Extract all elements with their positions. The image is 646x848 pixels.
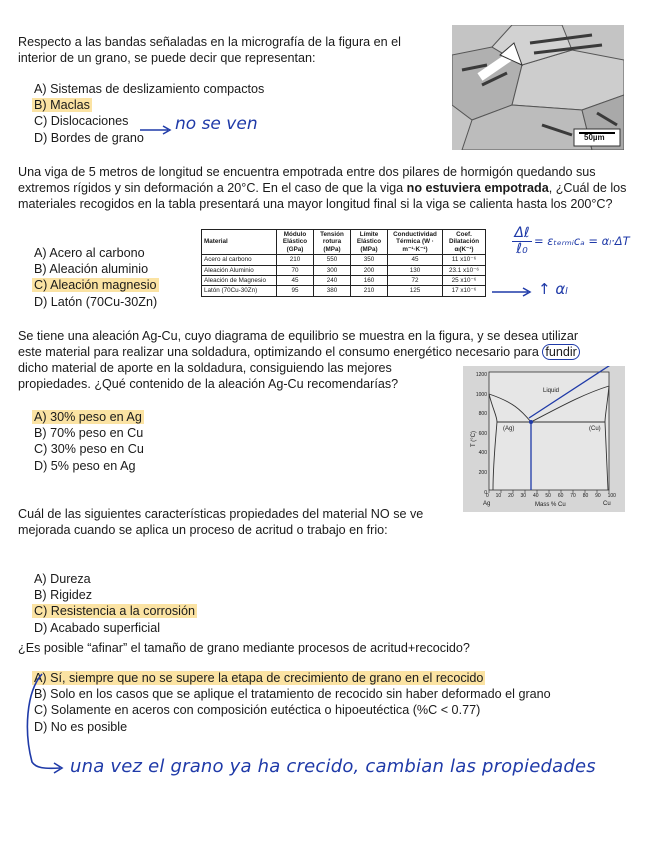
table-cell: 130 [388,265,443,275]
properties-table [201,229,486,297]
table-header-cell: Módulo Elástico (GPa) [277,230,314,255]
q2-option-b[interactable]: B) Aleación aluminio [34,262,149,277]
q2-formula-rest: = εₜₑᵣₘᵢcₐ = αₗ·ΔT [534,234,630,248]
q4-option-c-label: C) Resistencia a la corrosión [34,604,195,619]
table-cell: 550 [314,255,351,265]
table-cell: 200 [351,265,388,275]
xtick-label: 10 [495,493,502,499]
phase-diagram-liquid-label: Liquid [543,388,560,394]
q4-option-d[interactable]: D) Acabado superficial [34,620,161,635]
q2-formula-denominator: ℓ₀ [512,241,532,257]
table-cell: 210 [351,286,388,296]
q3-option-a[interactable] [34,409,144,425]
xtick-label: 60 [557,493,564,499]
xtick-label: 40 [532,493,539,499]
xtick-label: 20 [508,493,514,499]
q4-option-a[interactable]: A) Dureza [34,572,91,586]
q2-options [34,245,159,310]
q3-option-b[interactable]: B) 70% peso en Cu [34,426,144,441]
table-cell: 210 [277,255,314,265]
q1-option-d[interactable]: D) Bordes de grano [34,130,144,145]
table-header-cell: Tensión rotura (MPa) [314,230,351,255]
table-cell: 95 [277,286,314,296]
ytick-label: 0 [484,489,487,496]
xtick-label: 90 [595,493,601,499]
table-row [202,265,486,275]
xtick-label: 80 [582,493,589,499]
q2-text-a: Una viga de 5 metros de longitud se encuentra empotrada entre dos pilares de hormigón quedando sus extremos rígidos y sin deformación a 20°C. En el caso de que la viga [18,165,596,195]
q1-arrow-icon [138,124,174,136]
table-cell: 350 [351,255,388,265]
table-cell: 23.1 x10⁻⁶ [443,265,486,275]
table-cell: Aleación Aluminio [202,265,277,275]
q5-options [34,670,551,735]
table-cell-circled: 25 x10⁻⁶ [443,276,486,286]
q2-arrow-icon [492,286,534,298]
q1-option-c[interactable]: C) Dislocaciones [34,114,129,129]
ytick-label: 800 [478,411,487,418]
q5-option-a-label: A) Sí, siempre que no se supere la etapa de crecimiento de grano en el recocido [34,671,484,685]
q2-text-bold: no estuviera empotrada [406,181,549,195]
q5-bracket-arrow-icon [14,672,70,776]
xtick-label: 70 [570,493,576,499]
ytick-label: 400 [478,450,487,457]
q5-option-c[interactable]: C) Solamente en aceros con composición eutéctica o hipoeutéctica (%C < 0.77) [34,703,481,718]
phase-diagram-xticks [486,493,616,499]
q4-text: Cuál de las siguientes características propiedades del material NO se ve mejorada cuando se aplica un proceso de acritud o trabajo en frio: [18,507,424,537]
q2-option-c-label: C) Aleación magnesio [34,278,157,293]
table-cell: 300 [314,265,351,275]
q3-option-a-label: A) 30% peso en Ag [34,410,142,424]
q2-option-c[interactable] [34,277,159,293]
phase-diagram-xlabel: Mass % Cu [535,502,566,508]
q3-circled-word: fundir [542,344,580,360]
table-cell: 125 [388,286,443,296]
q2-text-b: , ¿Cuál de los materiales recogidos en la tabla presentará una mayor longitud final si la viga se calienta hasta los 200°C? [18,181,627,211]
table-cell: 72 [388,276,443,286]
table-cell: 17 x10⁻⁶ [443,286,486,296]
q4-option-c[interactable] [34,603,197,619]
q2-formula-fraction [512,226,532,257]
phase-diagram-beta-label: (Cu) [589,426,601,432]
table-row [202,286,486,296]
micrograph-graphic [452,25,624,150]
q2-text [18,164,632,212]
xtick-label: 0 [486,493,489,499]
q3-option-d[interactable]: D) 5% peso en Ag [34,458,136,473]
table-cell: Latón (70Cu-30Zn) [202,286,277,296]
q1-handwritten-note: no se ven [175,114,258,134]
xtick-label: 100 [607,493,616,499]
q1-option-a[interactable]: A) Sistemas de deslizamiento compactos [34,82,265,96]
ytick-label: 200 [478,469,487,476]
q5-option-a[interactable] [34,670,551,686]
phase-diagram-right-end: Cu [603,501,611,507]
q5-option-b[interactable]: B) Solo en los casos que se aplique el tratamiento de recocido sin haber deformado el grano [34,687,551,702]
table-row [202,276,486,286]
q1-option-b-label: B) Maclas [34,98,90,113]
ytick-label: 1200 [475,372,487,378]
phase-diagram-ylabel: T (°C) [470,431,477,447]
q4-option-b[interactable]: B) Rigidez [34,588,93,603]
phase-diagram [463,366,625,512]
table-cell: 380 [314,286,351,296]
q3-option-c[interactable]: C) 30% peso en Cu [34,442,144,457]
table-cell: Aleación de Magnesio [202,276,277,286]
phase-diagram-alpha-label: (Ag) [503,426,515,432]
table-cell: 45 [277,276,314,286]
q3-line2 [18,344,632,360]
q4-options [34,571,197,636]
q3-text: dicho material de aporte en la soldadura, consiguiendo las mejores propiedades. ¿Qué contenido de la aleación Ag-Cu recomendarías? [18,361,399,391]
xtick-label: 30 [520,493,527,499]
table-cell: 70 [277,265,314,275]
micrograph-scale-label: 50µm [584,133,605,142]
table-header-cell: Material [202,230,277,255]
q1-text: Respecto a las bandas señaladas en la micrografía de la figura en el interior de un grano, se puede decir que representan: [18,35,401,65]
q2-arrow-note: ↑ αₗ [538,280,568,298]
table-header-row [202,230,486,255]
micrograph-image [452,25,624,150]
q3-options [34,409,144,474]
table-cell: 240 [314,276,351,286]
table-header-cell: Coef. Dilatación αₗ(K⁻¹) [443,230,486,255]
ytick-label: 1000 [475,391,487,398]
table-cell: 11 x10⁻⁶ [443,255,486,265]
q1-option-b[interactable] [34,97,264,113]
xtick-label: 50 [545,493,551,499]
ytick-label: 600 [478,430,487,437]
q5-text: ¿Es posible “afinar” el tamaño de grano mediante procesos de acritud+recocido? [18,641,470,655]
q5-option-d[interactable]: D) No es posible [34,719,128,734]
q3-line2-text: este material para realizar una soldadura, optimizando el consumo energético necesario para [18,345,539,359]
table-row [202,255,486,265]
q2-option-d[interactable]: D) Latón (70Cu-30Zn) [34,294,158,309]
table-header-cell: Límite Elástico (MPa) [351,230,388,255]
q2-option-a[interactable]: A) Acero al carbono [34,246,145,260]
q3-line1: Se tiene una aleación Ag-Cu, cuyo diagrama de equilibrio se muestra en la figura, y se desea utilizar [18,329,579,343]
table-cell: 160 [351,276,388,286]
table-cell: 45 [388,255,443,265]
table-header-cell: Conductividad Térmica (W · m⁻¹·K⁻¹) [388,230,443,255]
q2-formula-numerator: Δℓ [514,225,530,241]
table-cell: Acero al carbono [202,255,277,265]
q5-handwritten-note: una vez el grano ya ha crecido, cambian las propiedades [70,756,596,777]
phase-diagram-left-end: Ag [483,501,491,507]
